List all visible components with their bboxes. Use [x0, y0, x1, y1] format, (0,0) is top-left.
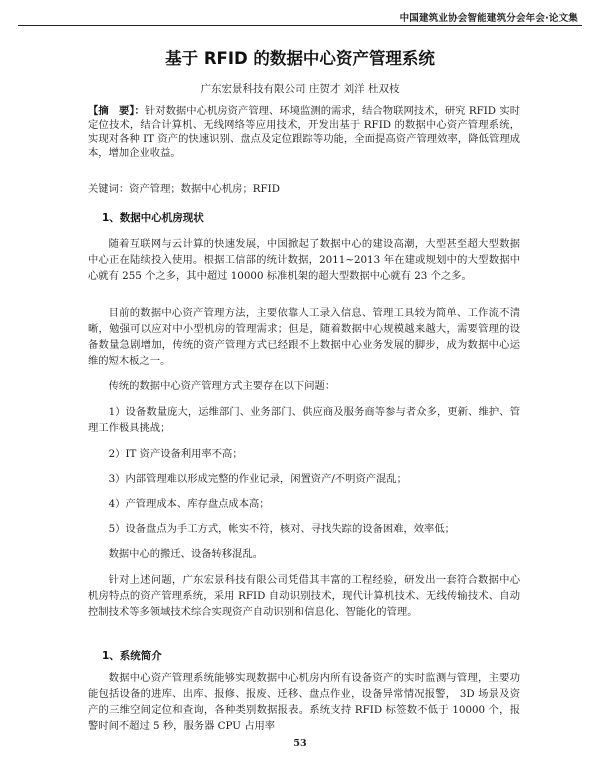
keywords: 关键词：资产管理；数据中心机房；RFID	[88, 183, 280, 195]
problem-item-5: 5）设备盘点为手工方式，帐实不符，核对、寻找失踪的设备困难，效率低；	[108, 523, 455, 535]
problem-item-3: 3）内部管理难以形成完整的作业记录，闲置资产/不明资产混乱；	[108, 473, 407, 485]
problem-item-4: 4）产管理成本、库存盘点成本高；	[108, 498, 270, 510]
section-2-heading: 1、系统简介	[102, 650, 162, 662]
section-1-paragraph-1: 随着互联网与云计算的快速发展，中国掀起了数据中心的建设高潮，大型甚至超大型数据中心正在陆续投入使用。根据工信部的统计数据，2011~2013 年在建或规划中的大型数据中心就有 255 个之多，其中超过 10000 标准机架的超大型数据中心就有 23 个之多。	[88, 238, 520, 282]
problem-item-2: 2）IT 资产设备利用率不高；	[108, 448, 243, 460]
abstract	[88, 104, 520, 160]
section-1-paragraph-4: 数据中心的搬迁、设备转移混乱。	[108, 548, 264, 560]
paper-title: 基于 RFID 的数据中心资产管理系统	[165, 49, 435, 68]
page-number: 53	[293, 738, 307, 749]
abstract-label: 【摘 要】：	[88, 105, 145, 117]
section-1-heading: 1、数据中心机房现状	[102, 212, 204, 224]
section-1-paragraph-5: 针对上述问题，广东宏景科技有限公司凭借其丰富的工程经验，研发出一套符合数据中心机房特点的资产管理系统，采用 RFID 自动识别技术，现代计算机技术、无线传输技术、自动控制技术等多领域技术综合实现资产自动识别和信息化、智能化的管理。	[88, 574, 520, 618]
abstract-text: 针对数据中心机房资产管理、环境监测的需求，结合物联网技术，研究 RFID 实时定位技术，结合计算机、无线网络等应用技术，开发出基于 RFID 的数据中心资产管理系统，实现对各种 IT 资产的快速识别、盘点及定位跟踪等功能，全面提高资产管理效率，降低管理成本，增加企业收益。	[88, 105, 520, 159]
section-1-paragraph-3: 传统的数据中心资产管理方式主要存在以下问题：	[108, 380, 336, 392]
header-rule	[18, 25, 582, 26]
journal-header: 中国建筑业协会智能建筑分会年会·论文集	[399, 13, 578, 24]
authors: 广东宏景科技有限公司 庄贺才 刘洋 杜双枝	[200, 83, 400, 95]
problem-item-1: 1）设备数量庞大，运维部门、业务部门、供应商及服务商等参与者众多，更新、维护、管理工作极具挑战；	[88, 406, 520, 434]
section-2-paragraph-1: 数据中心资产管理系统能够实现数据中心机房内所有设备资产的实时监测与管理，主要功能包括设备的进库、出库、报修、报废、迁移、盘点作业，设备异常情况报警， 3D 场景及资产的三维空间定位和查询，各种类别数据报表。系统支持 RFID 标签数不低于 10000 个，报警时间不超过 5 秒，服务器 CPU 占用率	[88, 672, 520, 732]
section-1-paragraph-2: 目前的数据中心资产管理方法，主要依靠人工录入信息、管理工具较为简单、工作流不清晰，勉强可以应对中小型机房的管理需求；但是，随着数据中心规模越来越大，需要管理的设备数量急剧增加，传统的资产管理方式已经跟不上数据中心业务发展的脚步，成为数据中心运维的短木板之一。	[88, 307, 520, 367]
